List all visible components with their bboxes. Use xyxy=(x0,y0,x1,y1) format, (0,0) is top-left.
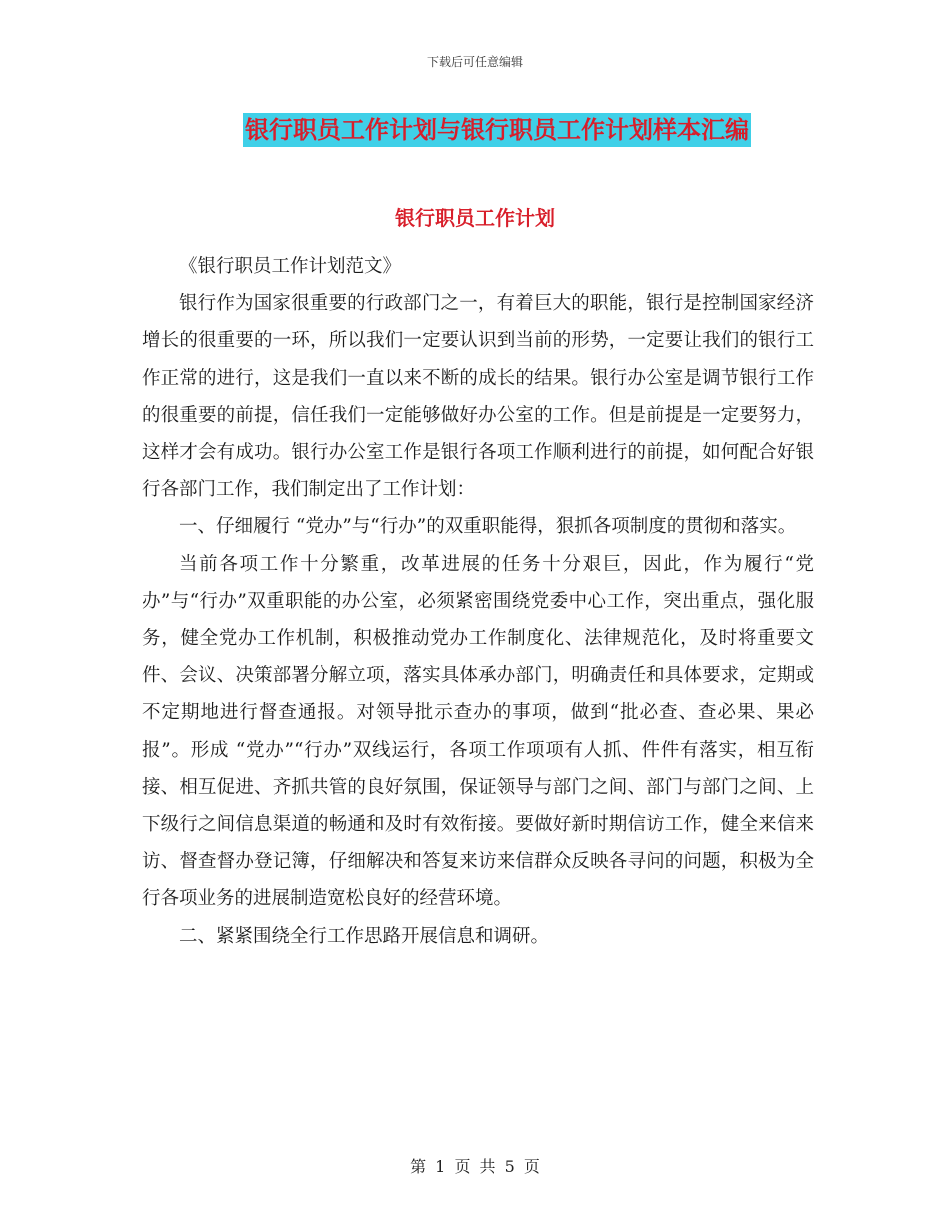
main-title: 银行职员工作计划与银行职员工作计划样本汇编 xyxy=(243,113,751,147)
paragraph-heading-one: 一、仔细履行 “党办”与“行办”的双重职能得，狠抓各项制度的贯彻和落实。 xyxy=(179,516,797,538)
paragraph-section-one-body: 当前各项工作十分繁重，改革进展的任务十分艰巨，因此，作为履行“党办”与“行办”双重职能的办公室，必须紧密围绕党委中心工作，突出重点，强化服务，健全党办工作机制，积极推动党办工作制度化、法律规范化，及时将重要文件、会议、决策部署分解立项，落实具体承办部门，明确责任和具体要求，定期或不定期地进行督查通报。对领导批示查办的事项，做到“批必查、查必果、果必报”。形成 “党办”“行办”双线运行，各项工作项项有人抓、件件有落实，相互衔接、相互促进、齐抓共管的良好氛围，保证领导与部门之间、部门与部门之间、上下级行之间信息渠道的畅通和及时有效衔接。要做好新时期信访工作，健全来信来访、督查督办登记簿，仔细解决和答复来访来信群众反映各寻问的问题，积极为全行各项业务的进展制造宽松良好的经营环境。 xyxy=(142,553,814,910)
header-note: 下载后可任意编辑 xyxy=(426,55,523,69)
paragraph-heading-two: 二、紧紧围绕全行工作思路开展信息和调研。 xyxy=(179,925,550,947)
main-title-container xyxy=(0,113,950,147)
section-title: 银行职员工作计划 xyxy=(395,206,555,230)
paragraph-intro: 银行作为国家很重要的行政部门之一，有着巨大的职能，银行是控制国家经济增长的很重要的一环，所以我们一定要认识到当前的形势，一定要让我们的银行工作正常的进行，这是我们一直以来不断的成长的结果。银行办公室是调节银行工作的很重要的前提，信任我们一定能够做好办公室的工作。但是前提是一定要努力，这样才会有成功。银行办公室工作是银行各项工作顺利进行的前提，如何配合好银行各部门工作，我们制定出了工作计划： xyxy=(142,293,814,501)
page-number-footer: 第 1 页 共 5 页 xyxy=(410,1157,540,1176)
document-body xyxy=(142,248,814,955)
paragraph-subtitle: 《银行职员工作计划范文》 xyxy=(179,256,402,277)
